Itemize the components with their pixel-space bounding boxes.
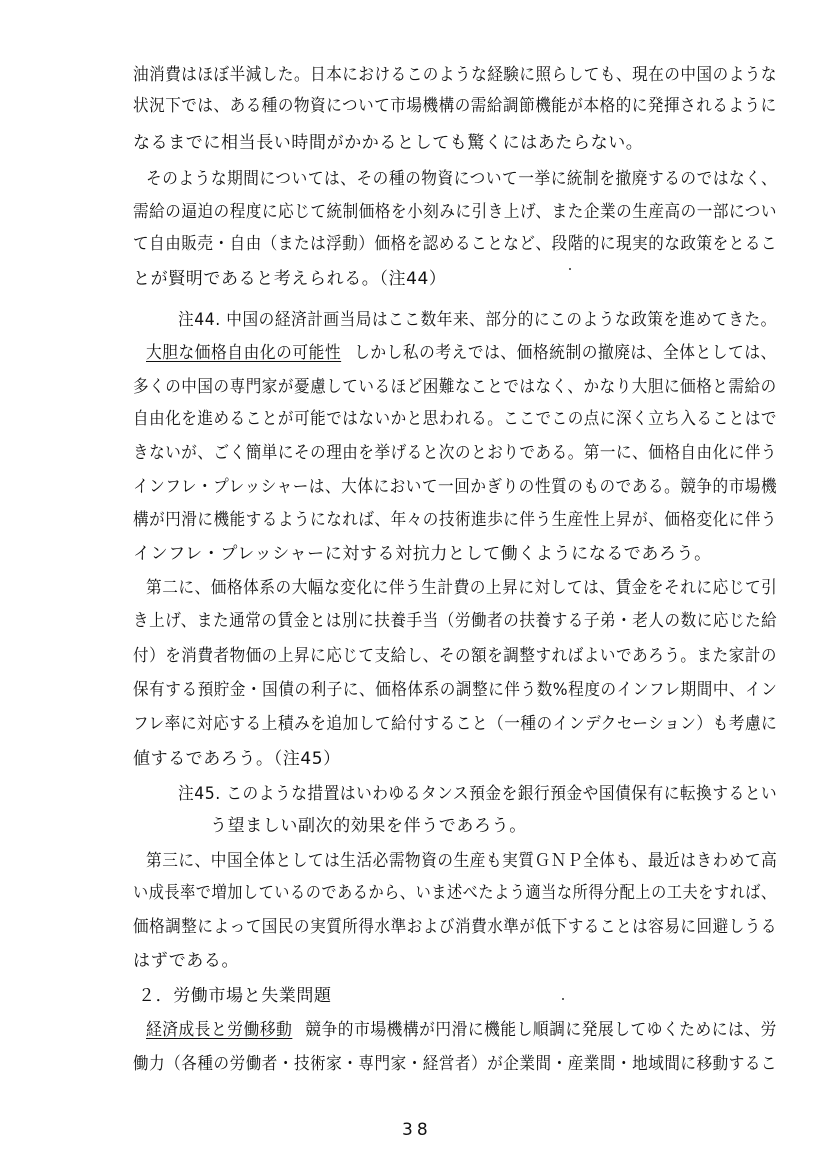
scan-speck bbox=[569, 268, 571, 270]
heading-price-liberalization: 大胆な価格自由化の可能性 bbox=[146, 343, 342, 363]
text-line-19: フレ率に対応する上積みを追加して給付すること（一種のインデクセーション）も考慮に bbox=[133, 714, 778, 734]
text-line-5: 需給の逼迫の程度に応じて統制価格を小刻みに引き上げ、また企業の生産高の一部につい bbox=[133, 202, 778, 222]
text-line-10: 自由化を進めることが可能ではないかと思われる。ここでこの点に深く立ち入ることはで bbox=[133, 409, 778, 429]
text-line-15: 第二に、価格体系の大幅な変化に伴う生計費の上昇に対しては、賃金をそれに応じて引 bbox=[146, 578, 778, 598]
text-line-13: 構が円滑に機能するようになれば、年々の技術進歩に伴う生産性上昇が、価格変化に伴う bbox=[133, 510, 778, 530]
text-line-6: て自由販売・自由（または浮動）価格を認めることなど、段階的に現実的な政策をとるこ bbox=[133, 234, 778, 254]
text-line-last: 働力（各種の労働者・技術家・専門家・経営者）が企業間・産業間・地域間に移動するこ bbox=[133, 1054, 778, 1074]
text-line-2: 状況下では、ある種の物資について市場機構の需給調節機能が本格的に発揮されるように bbox=[133, 96, 777, 116]
text-line-25: 価格調整によって国民の実質所得水準および消費水準が低下することは容易に回避しうる bbox=[133, 917, 778, 937]
footnote-44: 注44. 中国の経済計画当局はここ数年来、部分的にこのような政策を進めてきた。 bbox=[178, 310, 777, 330]
text-line-7: とが賢明であると考えられる。（注44） bbox=[133, 269, 447, 289]
page-number: 38 bbox=[402, 1120, 432, 1140]
text-line-11: きないが、ごく簡単にその理由を挙げると次のとおりである。第一に、価格自由化に伴う bbox=[133, 443, 778, 463]
paragraph-freedom-first-line bbox=[146, 342, 777, 364]
text-line-14: インフレ・プレッシャーに対する対抗力として働くようになるであろう。 bbox=[133, 544, 712, 564]
text-line-16: き上げ、また通常の賃金とは別に扶養手当（労働者の扶養する子弟・老人の数に応じた給 bbox=[133, 611, 778, 631]
heading-growth-and-labor-mobility: 経済成長と労働移動 bbox=[146, 1020, 293, 1040]
scan-speck bbox=[562, 998, 564, 1000]
text-line-3: なるまでに相当長い時間がかかるとしても驚くにはあたらない。 bbox=[133, 133, 644, 153]
text-line-18: 保有する預貯金・国債の利子に、価格体系の調整に伴う数%程度のインフレ期間中、イン bbox=[133, 680, 778, 700]
text-line-20: 値するであろう。（注45） bbox=[133, 749, 341, 769]
text-line-26: はずである。 bbox=[133, 951, 240, 971]
footnote-45-line-1: 注45. このような措置はいわゆるタンス預金を銀行預金や国債保有に転換するとい bbox=[178, 784, 778, 804]
text-line-24: い成長率で増加しているのであるから、いま述べたよう適当な所得分配上の工夫をすれば、 bbox=[133, 883, 777, 903]
text-line-9: 多くの中国の専門家が憂慮しているほど困難なことではなく、かなり大胆に価格と需給の bbox=[133, 377, 777, 397]
paragraph-labor-first-line bbox=[146, 1019, 777, 1041]
heading-price-liberalization-rest: しかし私の考えでは、価格統制の撤廃は、全体としては、 bbox=[354, 343, 777, 363]
footnote-45-line-2: う望ましい副次的効果を伴うであろう。 bbox=[210, 816, 527, 836]
text-line-4: そのような期間については、その種の物資について一挙に統制を撤廃するのではなく、 bbox=[146, 169, 778, 189]
section-heading-labor-market: ２．労働市場と失業問題 bbox=[138, 986, 332, 1006]
heading-growth-and-labor-mobility-rest: 競争的市場機構が円滑に機能し順調に発展してゆくためには、労 bbox=[305, 1020, 777, 1040]
text-line-1: 油消費はほぼ半減した。日本におけるこのような経験に照らしても、現在の中国のような bbox=[133, 65, 778, 85]
text-line-12: インフレ・プレッシャーは、大体において一回かぎりの性質のものである。競争的市場機 bbox=[133, 477, 778, 497]
text-line-23: 第三に、中国全体としては生活必需物資の生産も実質ＧＮＰ全体も、最近はきわめて高 bbox=[146, 851, 778, 871]
text-line-17: 付）を消費者物価の上昇に応じて支給し、その額を調整すればよいであろう。また家計の bbox=[133, 646, 778, 666]
